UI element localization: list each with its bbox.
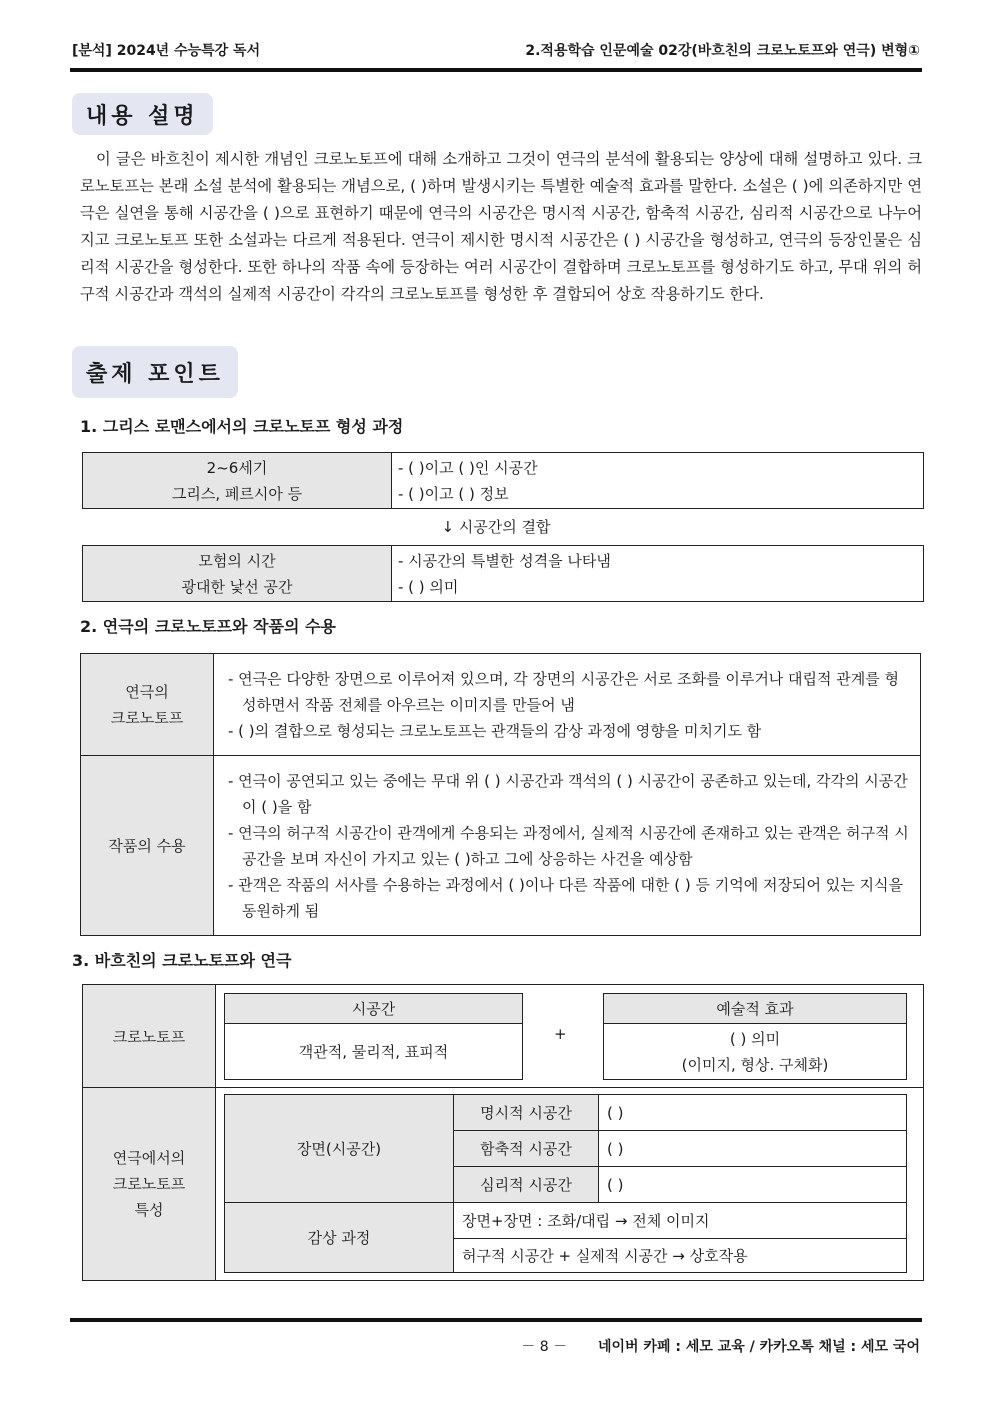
s1-row1-line2: - ( )이고 ( ) 정보 [398, 484, 509, 503]
s3-table [82, 984, 924, 1281]
page-number: － 8 － [521, 1339, 568, 1355]
s3-implicit-blank: ( ) [599, 1131, 907, 1167]
explain-paragraph [80, 146, 922, 308]
s3-explicit: 명시적 시공간 [454, 1095, 599, 1131]
s3-app1: 장면+장면 : 조화/대립 → 전체 이미지 [454, 1203, 907, 1239]
s1-row2-line2: - ( ) 의미 [398, 577, 459, 596]
s2-row1-item: - ( )의 결합으로 형성되는 크로노토프는 관객들의 감상 과정에 영향을 미치기도 함 [228, 721, 762, 740]
s3-art-body-1: ( ) 의미 [729, 1029, 781, 1048]
s3-time-box [224, 993, 523, 1080]
page-footer [521, 1336, 920, 1356]
s3-art-box [603, 993, 907, 1080]
s3-art-body-2: (이미지, 형상. 구체화) [681, 1055, 829, 1074]
s1-arrow: ↓ 시공간의 결합 [441, 518, 551, 536]
s1-era-cell [83, 453, 392, 509]
s3-art-body-cell [604, 1024, 907, 1080]
s2-row2-item: - 관객은 작품의 서사를 수용하는 과정에서 ( )이나 다른 작품에 대한 ( ) 등 기억에 저장되어 있는 지식을 동원하게 됨 [228, 875, 903, 920]
s3-features-line3: 특성 [134, 1201, 164, 1219]
s2-row2-content [214, 756, 921, 936]
s2-row2-item: - 연극이 공연되고 있는 중에는 무대 위 ( ) 시공간과 객석의 ( ) 시공간이 공존하고 있는데, 각각의 시공간이 ( )을 함 [228, 771, 908, 816]
s3-plus: + [554, 1025, 567, 1043]
s2-table [80, 653, 921, 936]
s3-art-head: 예술적 효과 [604, 994, 907, 1024]
s2-row2-item: - 연극의 허구적 시공간이 관객에게 수용되는 과정에서, 실제적 시공간에 존재하고 있는 관객은 허구적 시공간을 보며 자신이 가지고 있는 ( )하고 그에 상응하는 사건을 예상함 [228, 823, 909, 868]
s1-strange-space: 광대한 낯선 공간 [181, 577, 293, 596]
s1-table-bottom [82, 545, 924, 602]
point-badge: 출제 포인트 [72, 346, 238, 398]
s1-era: 2~6세기 [206, 458, 268, 477]
s1-row2-content [392, 546, 924, 602]
s1-table-top [82, 452, 924, 509]
s3-psych-blank: ( ) [599, 1167, 907, 1203]
section1-title: 1. 그리스 로맨스에서의 크로노토프 형성 과정 [80, 417, 404, 436]
s1-region: 그리스, 페르시아 등 [171, 484, 303, 503]
explain-text: 이 글은 바흐친이 제시한 개념인 크로노토프에 대해 소개하고 그것이 연극의 분석에 활용되는 양상에 대해 설명하고 있다. 크로노토프는 본래 소설 분석에 활용되는 개념으로, ( )하며 발생시키는 특별한 예술적 효과를 말한다. 소설은 ( )에 의존하지만 연극은 실연을 통해 시공간을 ( )으로 표현하기 때문에 연극의 시공간은 명시적 시공간, 함축적 시공간, 심리적 시공간으로 나누어지고 크로노토프 또한 소설과는 다르게 적용된다. 연극이 제시한 명시적 시공간은 ( ) 시공간을 형성하고, 연극의 등장인물은 심리적 시공간을 형성한다. 또한 하나의 작품 속에 등장하는 여러 시공간이 결합하며 크로노토프를 형성하기도 하고, 무대 위의 허구적 시공간과 객석의 실제적 시공간이 각각의 크로노토프를 형성한 후 결합되어 상호 작용하기도 한다. [80, 150, 922, 303]
s1-row1-line1: - ( )이고 ( )인 시공간 [398, 458, 538, 477]
s2-reception-label: 작품의 수용 [81, 756, 214, 936]
s3-explicit-blank: ( ) [599, 1095, 907, 1131]
s3-features-line2: 크로노토프 [112, 1175, 186, 1193]
s1-row2-line1: - 시공간의 특별한 성격을 나타냄 [398, 551, 611, 570]
s3-app2: 허구적 시공간 + 실제적 시공간 → 상호작용 [454, 1239, 907, 1273]
s3-chronotope-label: 크로노토프 [83, 985, 216, 1088]
s3-psych: 심리적 시공간 [454, 1167, 599, 1203]
s3-time-body: 객관적, 물리적, 표피적 [225, 1024, 523, 1080]
s3-time-head: 시공간 [225, 994, 523, 1024]
s3-features-label [83, 1088, 216, 1281]
header-rule [70, 68, 922, 72]
footer-rule [70, 1318, 922, 1322]
s3-features-line1: 연극에서의 [112, 1149, 186, 1167]
s1-adventure-cell [83, 546, 392, 602]
s2-row1-item: - 연극은 다양한 장면으로 이루어져 있으며, 각 장면의 시공간은 서로 조화를 이루거나 대립적 관계를 형성하면서 작품 전체를 아우르는 이미지를 만들어 냄 [228, 669, 900, 714]
explain-badge: 내용 설명 [72, 93, 213, 135]
section3-title: 3. 바흐친의 크로노토프와 연극 [72, 951, 292, 970]
footer-text: 네이버 카페 : 세모 교육 / 카카오톡 채널 : 세모 국어 [597, 1339, 920, 1355]
header-left: [분석] 2024년 수능특강 독서 [72, 43, 261, 59]
header-right: 2.적용학습 인문예술 02강(바흐친의 크로노토프와 연극) 변형① [525, 43, 920, 59]
s3-scene-label: 장면(시공간) [225, 1095, 454, 1203]
s3-features-cell [216, 1088, 924, 1281]
s1-row1-content [392, 453, 924, 509]
s3-implicit: 함축적 시공간 [454, 1131, 599, 1167]
s2-chronotope-label: 연극의 크로노토프 [81, 654, 214, 756]
section2-title: 2. 연극의 크로노토프와 작품의 수용 [80, 617, 336, 636]
s2-row1-content [214, 654, 921, 756]
s1-adventure-time: 모험의 시간 [198, 551, 276, 570]
s3-features-table [224, 1094, 907, 1273]
page-header [72, 40, 920, 64]
s3-appreciation-label: 감상 과정 [225, 1203, 454, 1273]
s3-formula-cell [216, 985, 924, 1088]
